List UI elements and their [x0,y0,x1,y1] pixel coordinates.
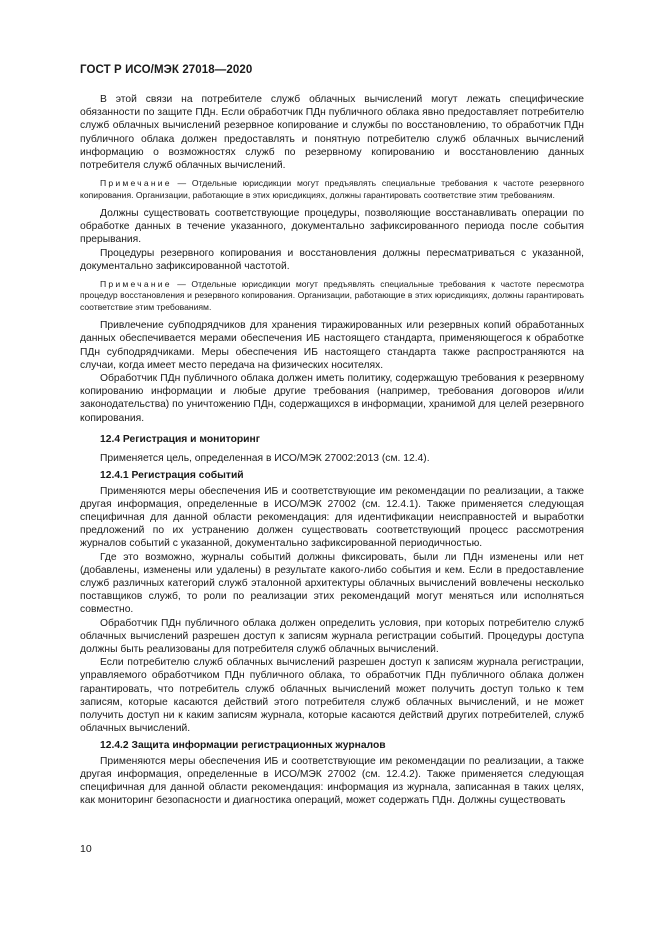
paragraph: Обработчик ПДн публичного облака должен определить условия, при которых потребителю служб облачных вычислений разрешен доступ к записям журнала регистрации событий. Процедуры доступа должны быть реализованы для потребителя служб облачных вычислений. [80,617,584,655]
paragraph: Где это возможно, журналы событий должны фиксировать, были ли ПДн изменены или нет (добавлены, изменены или удалены) в результате какого-либо события и кем. Если в предоставление служб различных категорий служб эталонной архитектуры облачных вычислений вовлечены несколько поставщиков служб, то роли по реализации этих рекомендаций могут меняться или исполняться совместно. [80,551,584,616]
note-text: — Отдельные юрисдикции могут предъявлять специальные требования к частоте резервного копирования. Организации, работающие в этих юрисдикциях, должны гарантировать соответствие этим требованиям. [80,178,584,200]
note-text: — Отдельные юрисдикции могут предъявлять специальные требования к частоте пересмотра процедур восстановления и резервного копирования. Организации, работающие в этих юрисдикциях, должны гарантировать соответствие этим требованиям. [80,279,584,312]
paragraph: Применяются меры обеспечения ИБ и соответствующие им рекомендации по реализации, а также другая информация, определенные в ИСО/МЭК 27002 (см. 12.4.2). Также применяется следующая специфичная для данной области рекомендация: информация из журнала, записанная в таких целях, как мониторинг безопасности и диагностика операций, может содержать ПДн. Должны существовать [80,755,584,807]
subsection-heading: 12.4.2 Защита информации регистрационных журналов [100,740,386,752]
paragraph: Если потребителю служб облачных вычислений разрешен доступ к записям журнала регистрации, управляемого обработчиком ПДн публичного облака, то обработчик ПДн публичного облака должен гарантировать, что потребитель служб облачных вычислений может получить доступ только к тем записям, которые касаются действий этого потребителя служб облачных вычислений, и не может получить доступ ни к каким записям журнала, которые касаются действий других потребителей, служб облачных вычислений. [80,657,584,735]
paragraph: В этой связи на потребителе служб облачных вычислений могут лежать специфические обязанности по защите ПДн. Если обработчик ПДн публичного облака явно предоставляет потребителю служб облачных вычислений резервное копирование и службы по восстановлению, то обработчик ПДн публичного облака должен предоставлять и понятную потребителю служб облачных вычислений информацию о возможностях служб по резервному копированию и восстановлению данных потребителя служб облачных вычислений. [80,94,584,172]
document-header: ГОСТ Р ИСО/МЭК 27018—2020 [80,64,253,76]
paragraph: Должны существовать соответствующие процедуры, позволяющие восстанавливать операции по обработке данных в течение указанного, документально зафиксированного периода после события прерывания. [80,208,584,246]
paragraph: Применяется цель, определенная в ИСО/МЭК 27002:2013 (см. 12.4). [100,453,430,465]
paragraph: Обработчик ПДн публичного облака должен иметь политику, содержащую требования к резервному копированию информации и любые другие требования (например, требования договоров и/или законодательства) по уничтожению ПДн, содержащихся в информации, хранимой для целей резервного копирования. [80,373,584,424]
note [80,279,584,313]
subsection-heading: 12.4.1 Регистрация событий [100,470,244,482]
note [80,178,584,201]
page-number: 10 [80,843,92,855]
section-heading: 12.4 Регистрация и мониторинг [100,433,261,445]
page-content [80,93,584,807]
paragraph: Привлечение субподрядчиков для хранения тиражированных или резервных копий обработанных данных обеспечивается мерами обеспечения ИБ настоящего стандарта, применяющегося к обработке ПДн субподрядчиками. Меры обеспечения ИБ настоящего стандарта также распространяются на случаи, когда имеет место передача на физических носителях. [80,320,584,371]
paragraph: Процедуры резервного копирования и восстановления должны пересматриваться с указанной, документально зафиксированной частотой. [80,247,584,272]
note-label: Примечание [100,178,172,189]
note-label: Примечание [100,279,172,290]
paragraph: Применяются меры обеспечения ИБ и соответствующие им рекомендации по реализации, а также другая информация, определенные в ИСО/МЭК 27002 (см. 12.4.1). Также применяется следующая специфичная для данной области рекомендация: для идентификации неисправностей и выработки предложений по их устранению должен существовать соответствующий процесс рассмотрения журналов событий с указанной, документально зафиксированной периодичностью. [80,485,584,550]
